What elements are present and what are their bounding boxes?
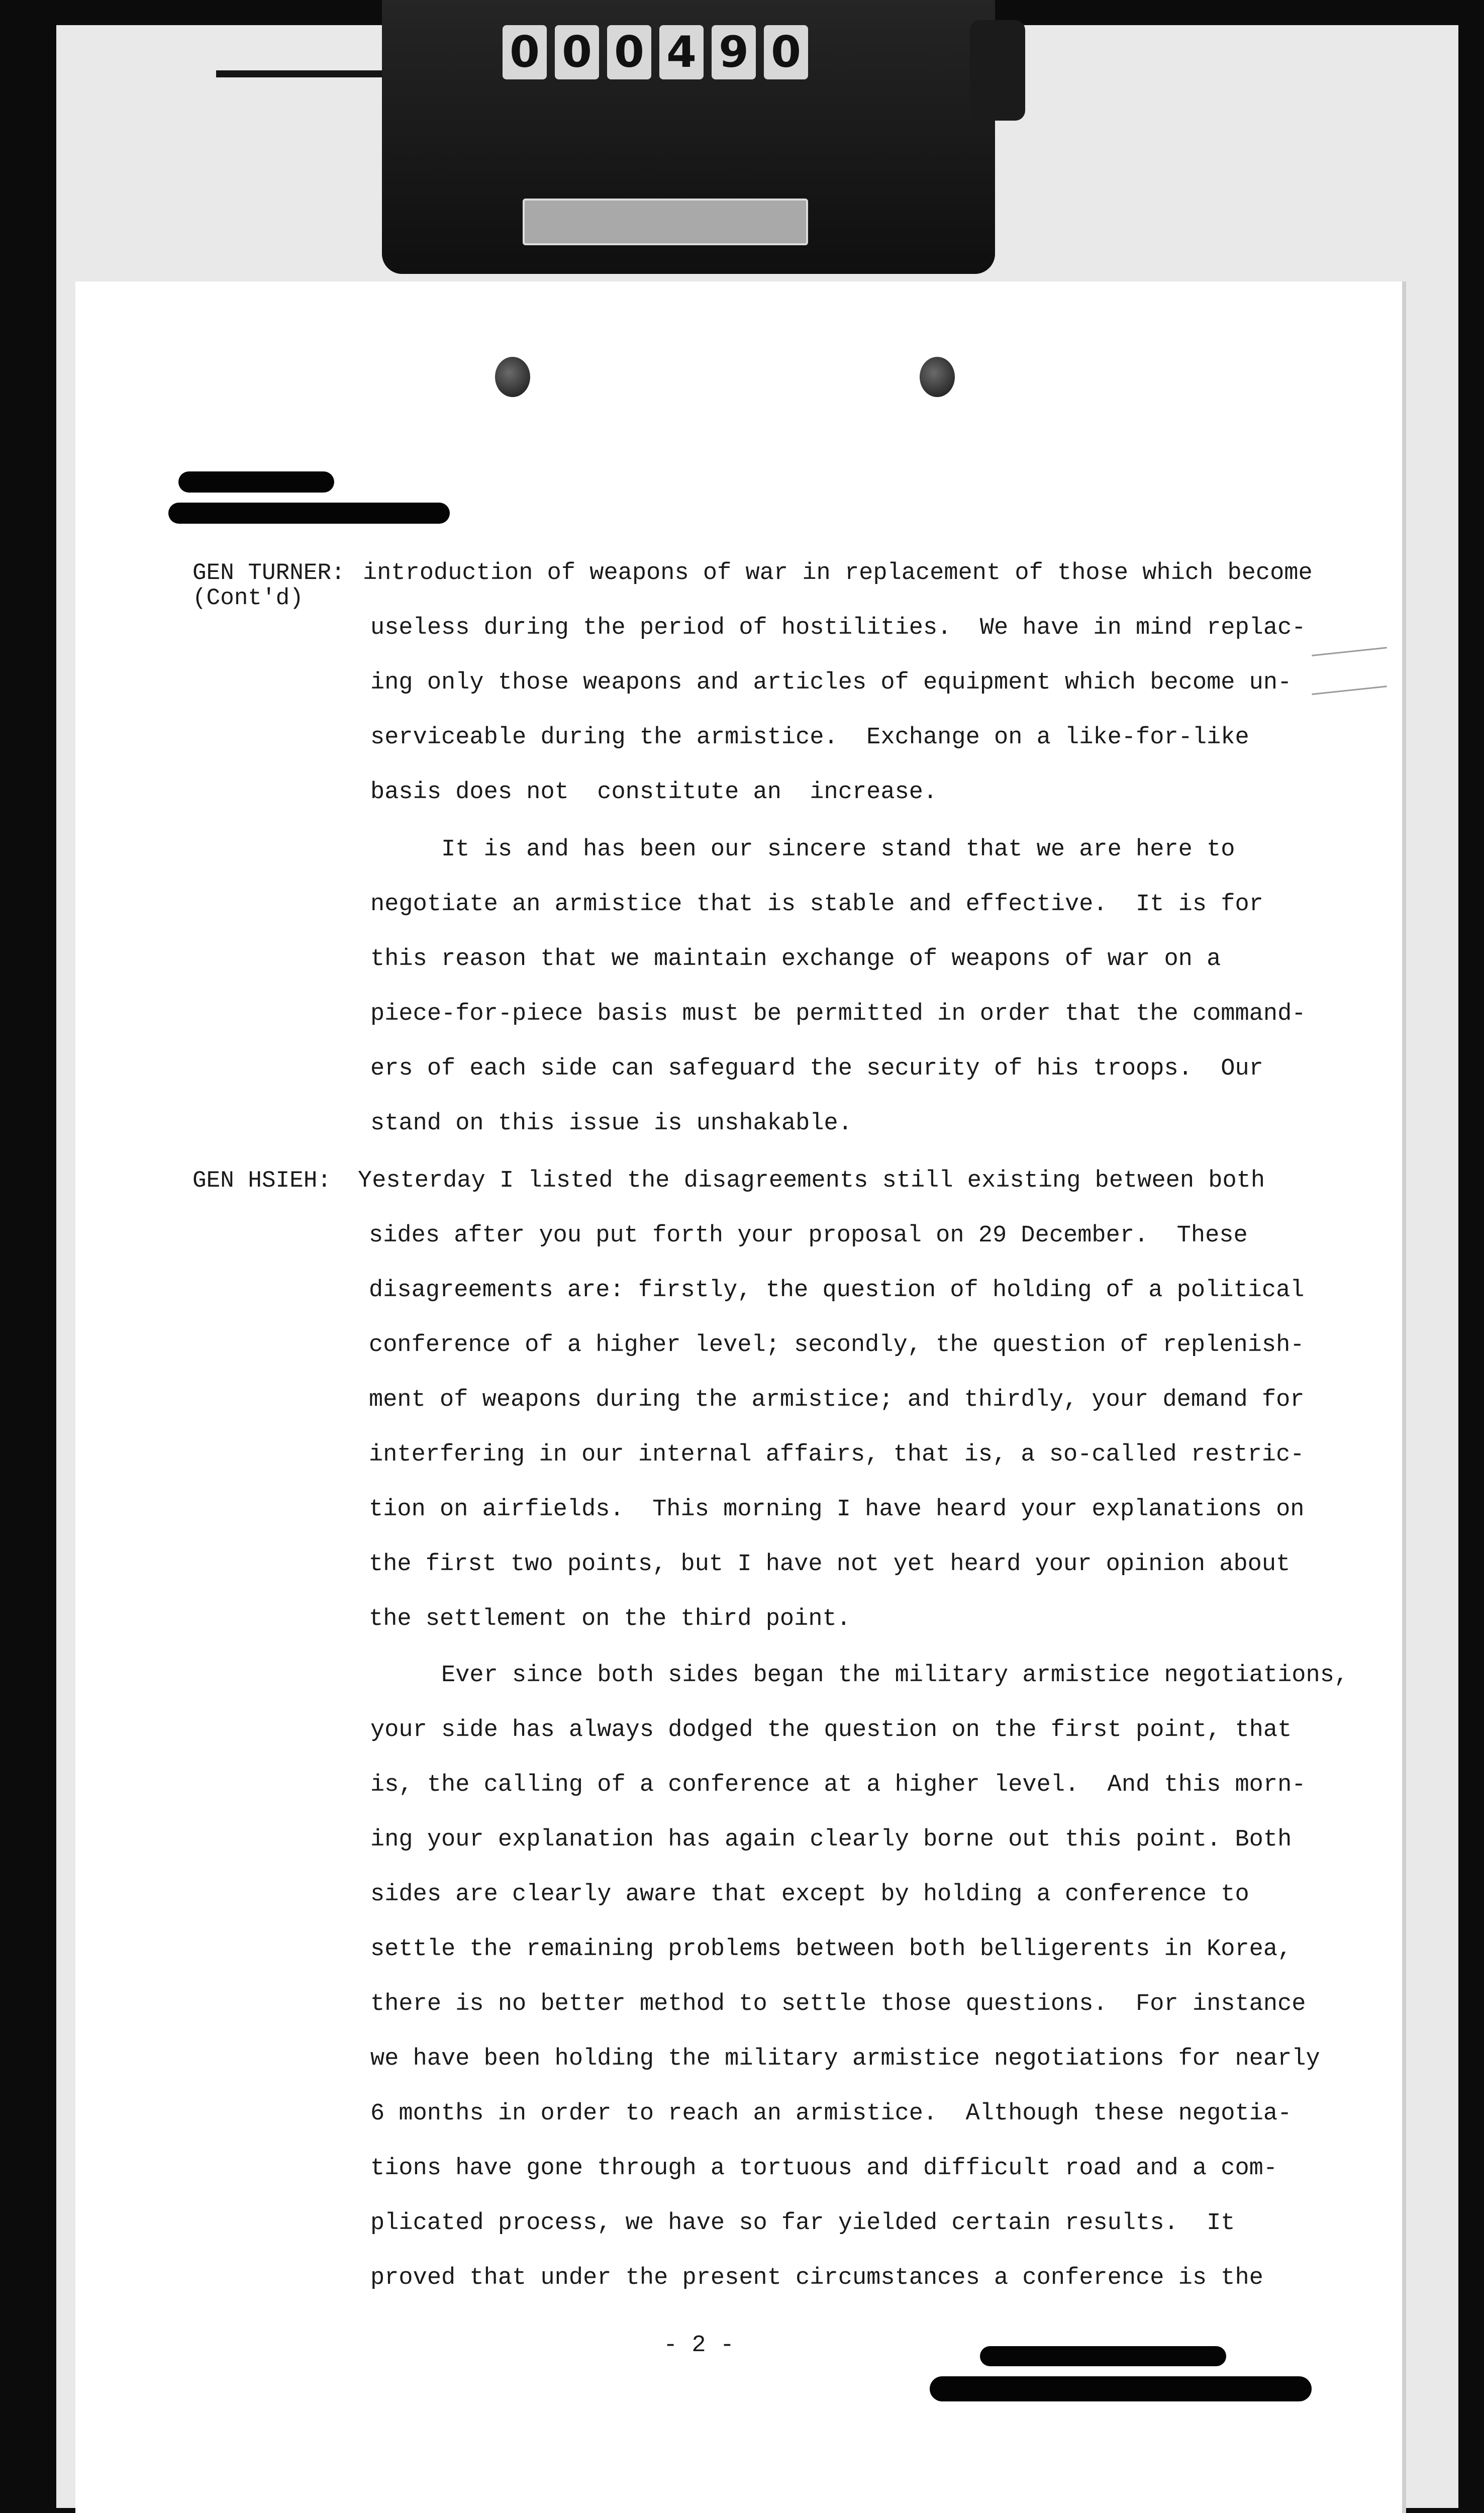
punch-hole-left [495, 357, 530, 397]
continued-label: (Cont'd) [192, 585, 304, 611]
text-line: sides are clearly aware that except by holding a conference to [370, 1881, 1249, 1908]
text-line: disagreements are: firstly, the question of holding of a political [369, 1277, 1305, 1304]
speaker-label [192, 560, 345, 611]
text-line: tion on airfields. This morning I have heard your explanations on [369, 1496, 1305, 1523]
text-line: tions have gone through a tortuous and difficult road and a com- [370, 2155, 1278, 2182]
text-line: plicated process, we have so far yielded certain results. It [370, 2210, 1235, 2237]
paragraph [370, 1648, 1348, 2305]
text-line: interfering in our internal affairs, that is, a so-called restric- [369, 1441, 1305, 1468]
frame-counter [503, 25, 808, 79]
text-line: piece-for-piece basis must be permitted in order that the command- [370, 1001, 1306, 1027]
text-line: introduction of weapons of war in replacement of those which become [363, 560, 1313, 587]
margin-mark [1312, 686, 1387, 695]
speaker-name: GEN HSIEH: [192, 1168, 332, 1194]
text-line: settle the remaining problems between both belligerents in Korea, [370, 1936, 1292, 1963]
margin-mark [1312, 647, 1387, 656]
text-line: ing your explanation has again clearly borne out this point. Both [370, 1826, 1292, 1853]
counter-digit: 0 [503, 25, 547, 79]
text-line: is, the calling of a conference at a higher level. And this morn- [370, 1772, 1306, 1798]
redaction-bar [168, 503, 450, 524]
text-line: stand on this issue is unshakable. [370, 1110, 852, 1137]
paragraph [358, 1153, 1305, 1647]
speaker-name: GEN TURNER: [192, 560, 345, 586]
text-line: we have been holding the military armistice negotiations for nearly [370, 2046, 1320, 2072]
text-line: there is no better method to settle those questions. For instance [370, 1991, 1306, 2017]
counter-plate [523, 199, 808, 245]
redaction-bar [980, 2346, 1226, 2366]
counter-digit: 4 [659, 25, 704, 79]
counter-knob [970, 20, 1025, 121]
page-number: - 2 - [663, 2332, 735, 2359]
speaker-label [192, 1168, 331, 1193]
text-line: conference of a higher level; secondly, the question of replenish- [369, 1332, 1305, 1359]
text-line: useless during the period of hostilities. We have in mind replac- [370, 615, 1306, 641]
text-line: ing only those weapons and articles of equipment which become un- [370, 669, 1292, 696]
text-line: this reason that we maintain exchange of weapons of war on a [370, 946, 1221, 973]
text-line: 6 months in order to reach an armistice. Although these negotia- [370, 2100, 1292, 2127]
text-line: proved that under the present circumstances a conference is the [370, 2265, 1263, 2291]
redaction-bar [178, 471, 334, 493]
text-line: ers of each side can safeguard the security of his troops. Our [370, 1055, 1263, 1082]
text-line: It is and has been our sincere stand that we are here to [370, 836, 1235, 863]
text-line: Yesterday I listed the disagreements still existing between both [358, 1168, 1265, 1194]
text-line: basis does not constitute an increase. [370, 779, 938, 806]
text-line: serviceable during the armistice. Exchange on a like-for-like [370, 724, 1249, 751]
text-line: ment of weapons during the armistice; and thirdly, your demand for [369, 1387, 1305, 1413]
text-line: sides after you put forth your proposal on 29 December. These [369, 1222, 1248, 1249]
text-line: negotiate an armistice that is stable and effective. It is for [370, 891, 1263, 918]
counter-digit: 0 [607, 25, 651, 79]
text-line: your side has always dodged the question on the first point, that [370, 1717, 1292, 1744]
counter-digit: 0 [764, 25, 808, 79]
counter-digit: 0 [555, 25, 599, 79]
redaction-bar [930, 2376, 1312, 2401]
paragraph [363, 546, 1313, 820]
paragraph [370, 822, 1306, 1151]
text-line: Ever since both sides began the military armistice negotiations, [370, 1662, 1349, 1689]
punch-hole-right [920, 357, 955, 397]
text-line: the first two points, but I have not yet heard your opinion about [369, 1551, 1291, 1578]
text-line: the settlement on the third point. [369, 1606, 851, 1632]
counter-digit: 9 [712, 25, 756, 79]
